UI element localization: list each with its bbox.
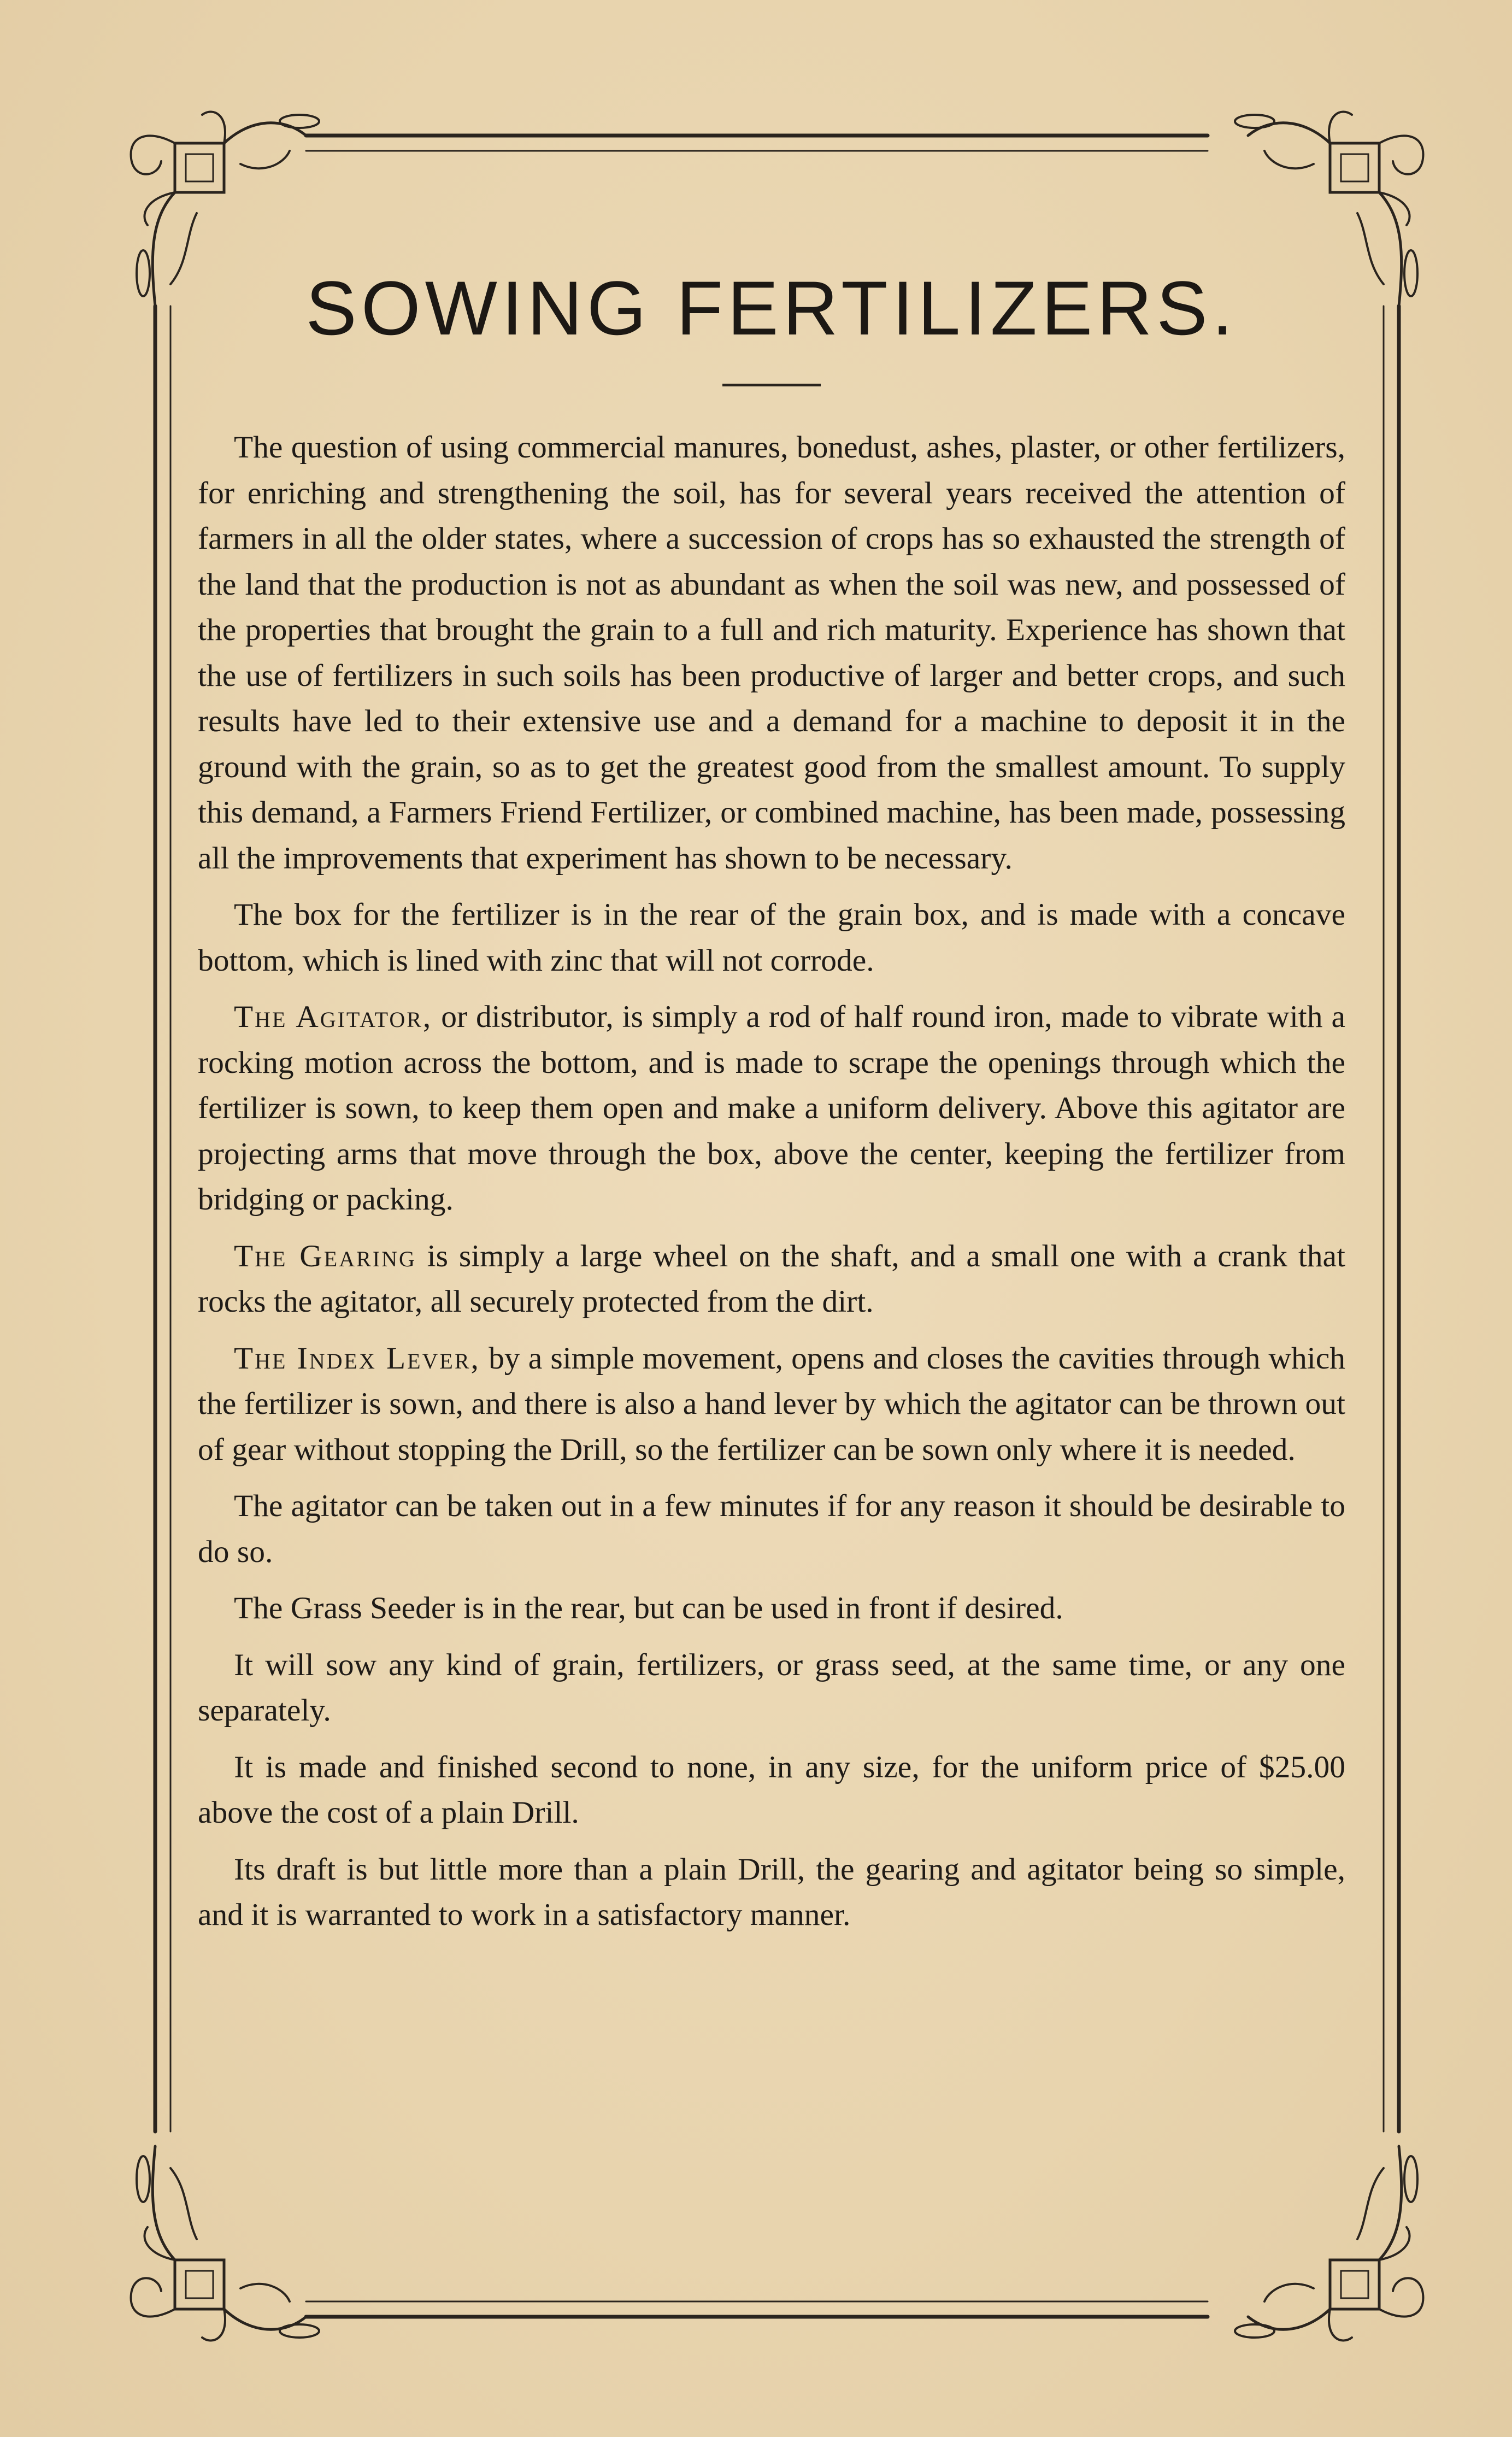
paragraph-text: It will sow any kind of grain, fertilizers, or grass seed, at the same time, or any one separately. [198,1647,1345,1728]
paragraph-lead: The Agitator, [234,1000,433,1034]
corner-ornament-bottom-right [1235,2146,1423,2341]
paragraph-index-lever [198,1336,1345,1473]
paragraph-text: or distributor, is simply a rod of half round iron, made to vibrate with a rocking motion across the bottom, and is made to scrape the openings through which the fertilizer is sown, to keep them open and make a uniform delivery. Above this agitator are projecting arms that move through the box, above the center, keeping the fertilizer from bridging or packing. [198,1000,1345,1217]
paragraph-text: by a simple movement, opens and closes the cavities through which the fertilizer is sown, and there is also a hand lever by which the agitator can be thrown out of gear without stopping the Drill, so the fertilizer can be sown only where it is needed. [198,1341,1346,1467]
paragraph-lead: The Index Lever, [234,1341,480,1376]
paragraph-text: The agitator can be taken out in a few minutes if for any reason it should be desirable to do so. [198,1489,1345,1569]
paragraph-text: The box for the fertilizer is in the rear of the grain box, and is made with a concave bottom, which is lined with zinc that will not corrode. [198,897,1345,978]
paragraph-text: It is made and finished second to none, in any size, for the uniform price of $25.00 above the cost of a plain Drill. [198,1749,1345,1830]
page-title: SOWING FERTILIZERS. [305,265,1238,351]
paragraph-gearing [198,1234,1345,1325]
paragraph-grass-seeder [198,1585,1345,1631]
paragraph-fertilizer-box [198,892,1345,983]
paragraph-draft [198,1847,1345,1938]
paragraph-sowing [198,1642,1345,1734]
paragraph-intro [198,425,1345,881]
title-divider [722,384,821,386]
page-content [198,262,1345,1949]
paragraph-agitator [198,994,1345,1223]
paragraph-agitator-removal [198,1483,1345,1575]
paragraph-text: is simply a large wheel on the shaft, and a small one with a crank that rocks the agitator, all securely protected from the dirt. [198,1238,1345,1319]
paragraph-text: Its draft is but little more than a plain Drill, the gearing and agitator being so simple, and it is warranted to work in a satisfactory manner. [198,1852,1345,1932]
paragraph-lead: The Gearing [234,1238,416,1273]
paragraph-text: The question of using commercial manures, bonedust, ashes, plaster, or other fertilizers, for enriching and strengthening the soil, has for several years received the attention of farmers in all the older states, where a succession of crops has so exhausted the strength of the land that the production is not as abundant as when the soil was new, and possessed of the properties that brought the grain to a full and rich maturity. Experience has shown that the use of fertilizers in such soils has been productive of larger and better crops, and such results have led to their extensive use and a demand for a machine to deposit it in the ground with the grain, so as to get the greatest good from the smallest amount. To supply this demand, a Farmers Friend Fertilizer, or combined machine, has been made, possessing all the improvements that experiment has shown to be necessary. [198,430,1345,876]
paragraph-text: The Grass Seeder is in the rear, but can be used in front if desired. [234,1591,1063,1625]
corner-ornament-bottom-left [131,2146,319,2341]
paragraph-price [198,1745,1345,1836]
